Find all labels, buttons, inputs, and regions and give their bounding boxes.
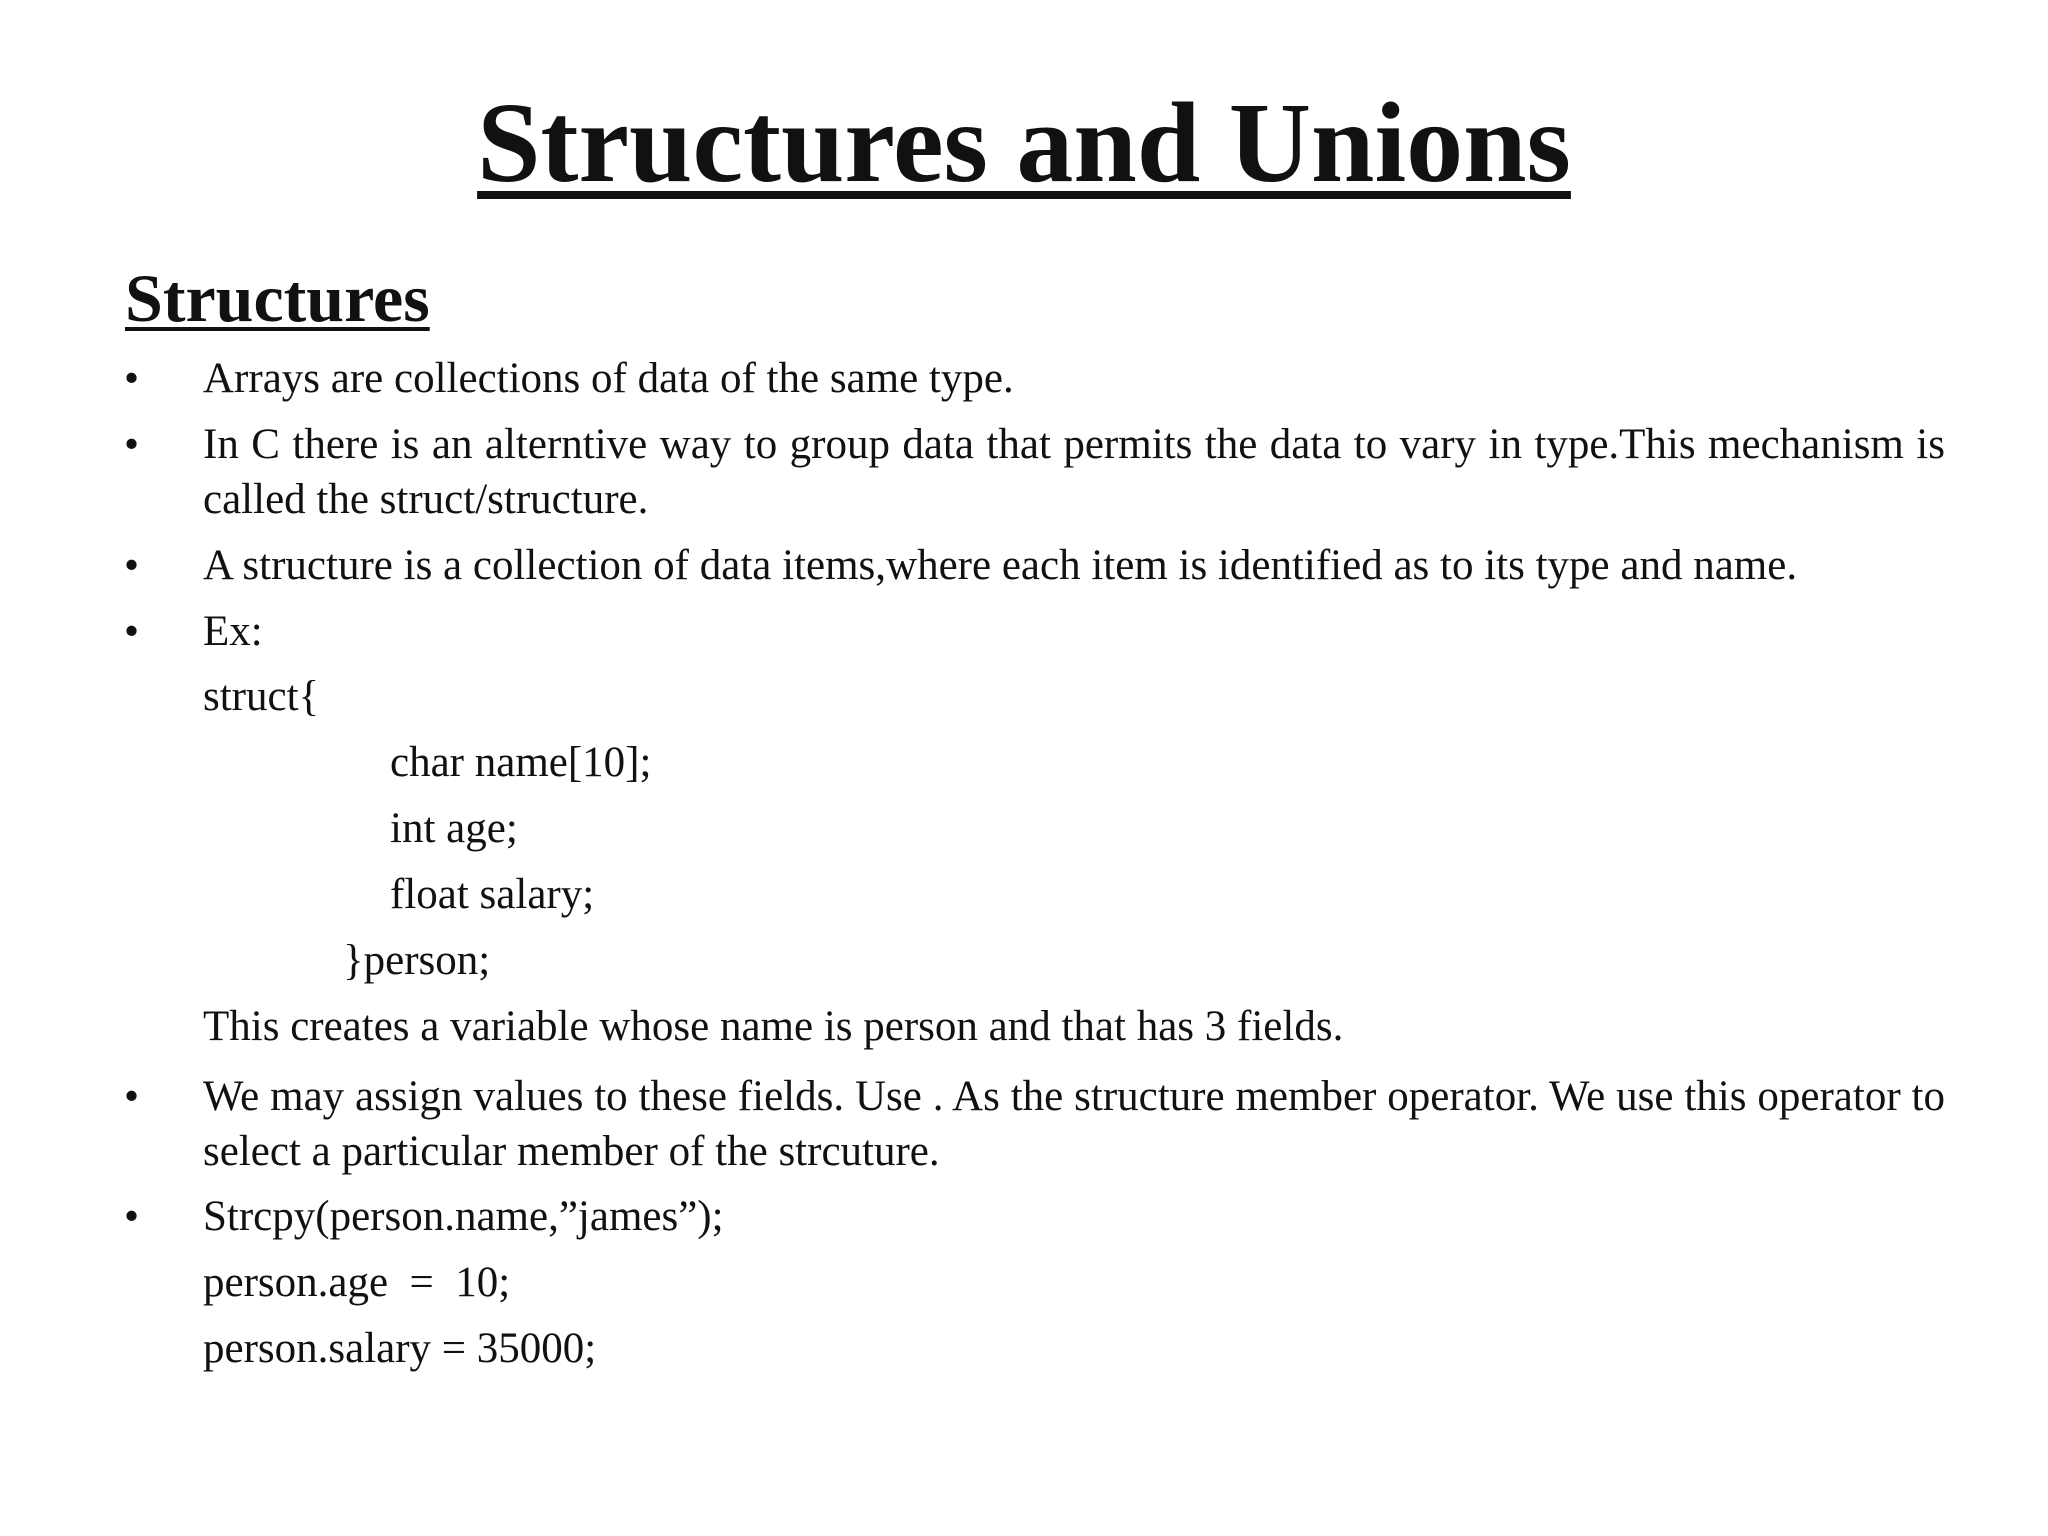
bullet-text: Strcpy(person.name,”james”); <box>203 1193 724 1240</box>
code-field-age: int age; <box>390 805 518 852</box>
code-struct-open: struct{ <box>203 673 320 720</box>
bullet-text: Arrays are collections of data of the same type. <box>203 355 1014 402</box>
section-heading: Structures <box>125 260 430 336</box>
bullet-marker: • <box>124 355 140 402</box>
bullet-marker: • <box>124 542 140 589</box>
assignment-age: person.age = 10; <box>203 1259 511 1306</box>
assignment-salary: person.salary = 35000; <box>203 1325 597 1372</box>
bullet-marker: • <box>124 421 140 468</box>
bullet-text: In C there is an alterntive way to group data that permits the data to vary in type.This mechanism is called the struct/structure. <box>203 421 1945 523</box>
code-field-salary: float salary; <box>390 871 595 918</box>
bullet-text: A structure is a collection of data items,where each item is identified as to its type and name. <box>203 542 1798 589</box>
code-struct-close: }person; <box>343 937 491 984</box>
bullet-text: Ex: <box>203 608 263 655</box>
bullet-marker: • <box>124 608 140 655</box>
code-field-name: char name[10]; <box>390 739 652 786</box>
bullet-marker: • <box>124 1193 140 1240</box>
bullet-text: We may assign values to these fields. Use . As the structure member operator. We use this operator to select a particular member of the strcuture. <box>203 1073 1945 1175</box>
bullet-marker: • <box>124 1073 140 1120</box>
explanation-text: This creates a variable whose name is person and that has 3 fields. <box>203 1003 1344 1050</box>
slide-title: Structures and Unions <box>477 79 1571 206</box>
